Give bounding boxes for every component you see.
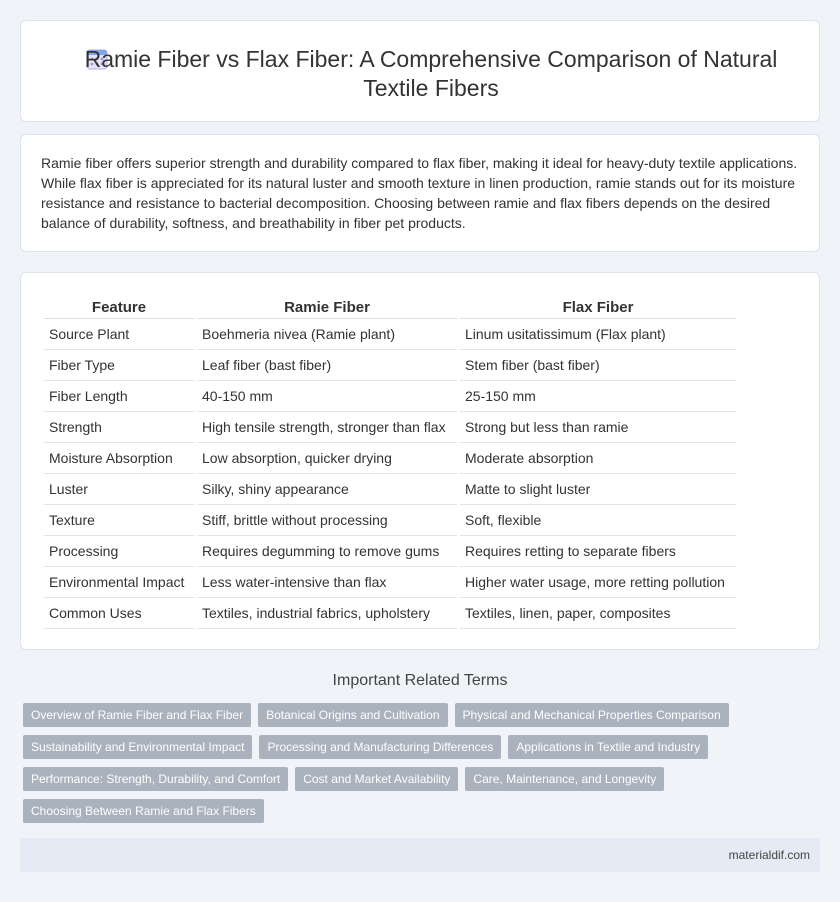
flax-cell: Textiles, linen, paper, composites	[460, 598, 736, 629]
feature-cell: Processing	[44, 536, 194, 567]
footer-site-link[interactable]: materialdif.com	[728, 848, 810, 862]
flax-cell: Soft, flexible	[460, 505, 736, 536]
feature-cell: Texture	[44, 505, 194, 536]
ramie-cell: Leaf fiber (bast fiber)	[197, 350, 457, 381]
comparison-card	[20, 272, 820, 650]
table-row	[44, 412, 736, 443]
feature-cell: Fiber Type	[44, 350, 194, 381]
ramie-cell: Silky, shiny appearance	[197, 474, 457, 505]
related-term-tag[interactable]: Sustainability and Environmental Impact	[23, 735, 252, 759]
title-wrap	[81, 45, 781, 103]
flax-cell: Linum usitatissimum (Flax plant)	[460, 319, 736, 350]
ramie-cell: High tensile strength, stronger than flax	[197, 412, 457, 443]
flax-cell: Matte to slight luster	[460, 474, 736, 505]
flax-cell: Stem fiber (bast fiber)	[460, 350, 736, 381]
table-row	[44, 381, 736, 412]
table-header-row	[44, 295, 736, 319]
feature-cell: Environmental Impact	[44, 567, 194, 598]
ramie-cell: Stiff, brittle without processing	[197, 505, 457, 536]
related-term-tag[interactable]: Botanical Origins and Cultivation	[258, 703, 447, 727]
table-row	[44, 567, 736, 598]
related-term-tag[interactable]: Applications in Textile and Industry	[508, 735, 708, 759]
flax-cell: Requires retting to separate fibers	[460, 536, 736, 567]
table-row	[44, 319, 736, 350]
ramie-cell: Boehmeria nivea (Ramie plant)	[197, 319, 457, 350]
intro-paragraph: Ramie fiber offers superior strength and durability compared to flax fiber, making it ideal for heavy-duty textile applications. While flax fiber is appreciated for its natural luster and smooth texture in linen production, ramie stands out for its moisture resistance and resistance to bacterial decomposition. Choosing between ramie and flax fibers depends on the desired balance of durability, softness, and breathability in fiber pet products.	[41, 155, 798, 231]
related-term-tag[interactable]: Cost and Market Availability	[295, 767, 458, 791]
flax-cell: Strong but less than ramie	[460, 412, 736, 443]
page-title: Ramie Fiber vs Flax Fiber: A Comprehensive Comparison of Natural Textile Fibers	[84, 46, 778, 101]
related-term-tag[interactable]: Processing and Manufacturing Differences	[259, 735, 501, 759]
ramie-cell: Textiles, industrial fabrics, upholstery	[197, 598, 457, 629]
flax-cell: 25-150 mm	[460, 381, 736, 412]
feature-cell: Strength	[44, 412, 194, 443]
ramie-cell: Low absorption, quicker drying	[197, 443, 457, 474]
column-header-flax: Flax Fiber	[460, 295, 736, 319]
table-row	[44, 350, 736, 381]
feature-cell: Common Uses	[44, 598, 194, 629]
flax-cell: Moderate absorption	[460, 443, 736, 474]
intro-card	[20, 134, 820, 252]
feature-cell: Source Plant	[44, 319, 194, 350]
table-row	[44, 505, 736, 536]
related-term-tag[interactable]: Physical and Mechanical Properties Comparison	[455, 703, 729, 727]
header-card	[20, 20, 820, 122]
ramie-cell: Less water-intensive than flax	[197, 567, 457, 598]
feature-cell: Moisture Absorption	[44, 443, 194, 474]
comparison-table	[41, 295, 739, 629]
table-row	[44, 474, 736, 505]
related-term-tag[interactable]: Care, Maintenance, and Longevity	[465, 767, 664, 791]
footer-bar	[20, 838, 820, 872]
table-row	[44, 598, 736, 629]
ramie-cell: 40-150 mm	[197, 381, 457, 412]
column-header-ramie: Ramie Fiber	[197, 295, 457, 319]
related-term-tag[interactable]: Performance: Strength, Durability, and Comfort	[23, 767, 288, 791]
related-term-tag[interactable]: Overview of Ramie Fiber and Flax Fiber	[23, 703, 251, 727]
related-term-tag[interactable]: Choosing Between Ramie and Flax Fibers	[23, 799, 264, 823]
table-row	[44, 536, 736, 567]
feature-cell: Fiber Length	[44, 381, 194, 412]
related-terms-tags	[23, 703, 803, 823]
column-header-feature: Feature	[44, 295, 194, 319]
feature-cell: Luster	[44, 474, 194, 505]
related-terms-title: Important Related Terms	[332, 672, 508, 689]
flax-cell: Higher water usage, more retting pollution	[460, 567, 736, 598]
ramie-cell: Requires degumming to remove gums	[197, 536, 457, 567]
table-row	[44, 443, 736, 474]
